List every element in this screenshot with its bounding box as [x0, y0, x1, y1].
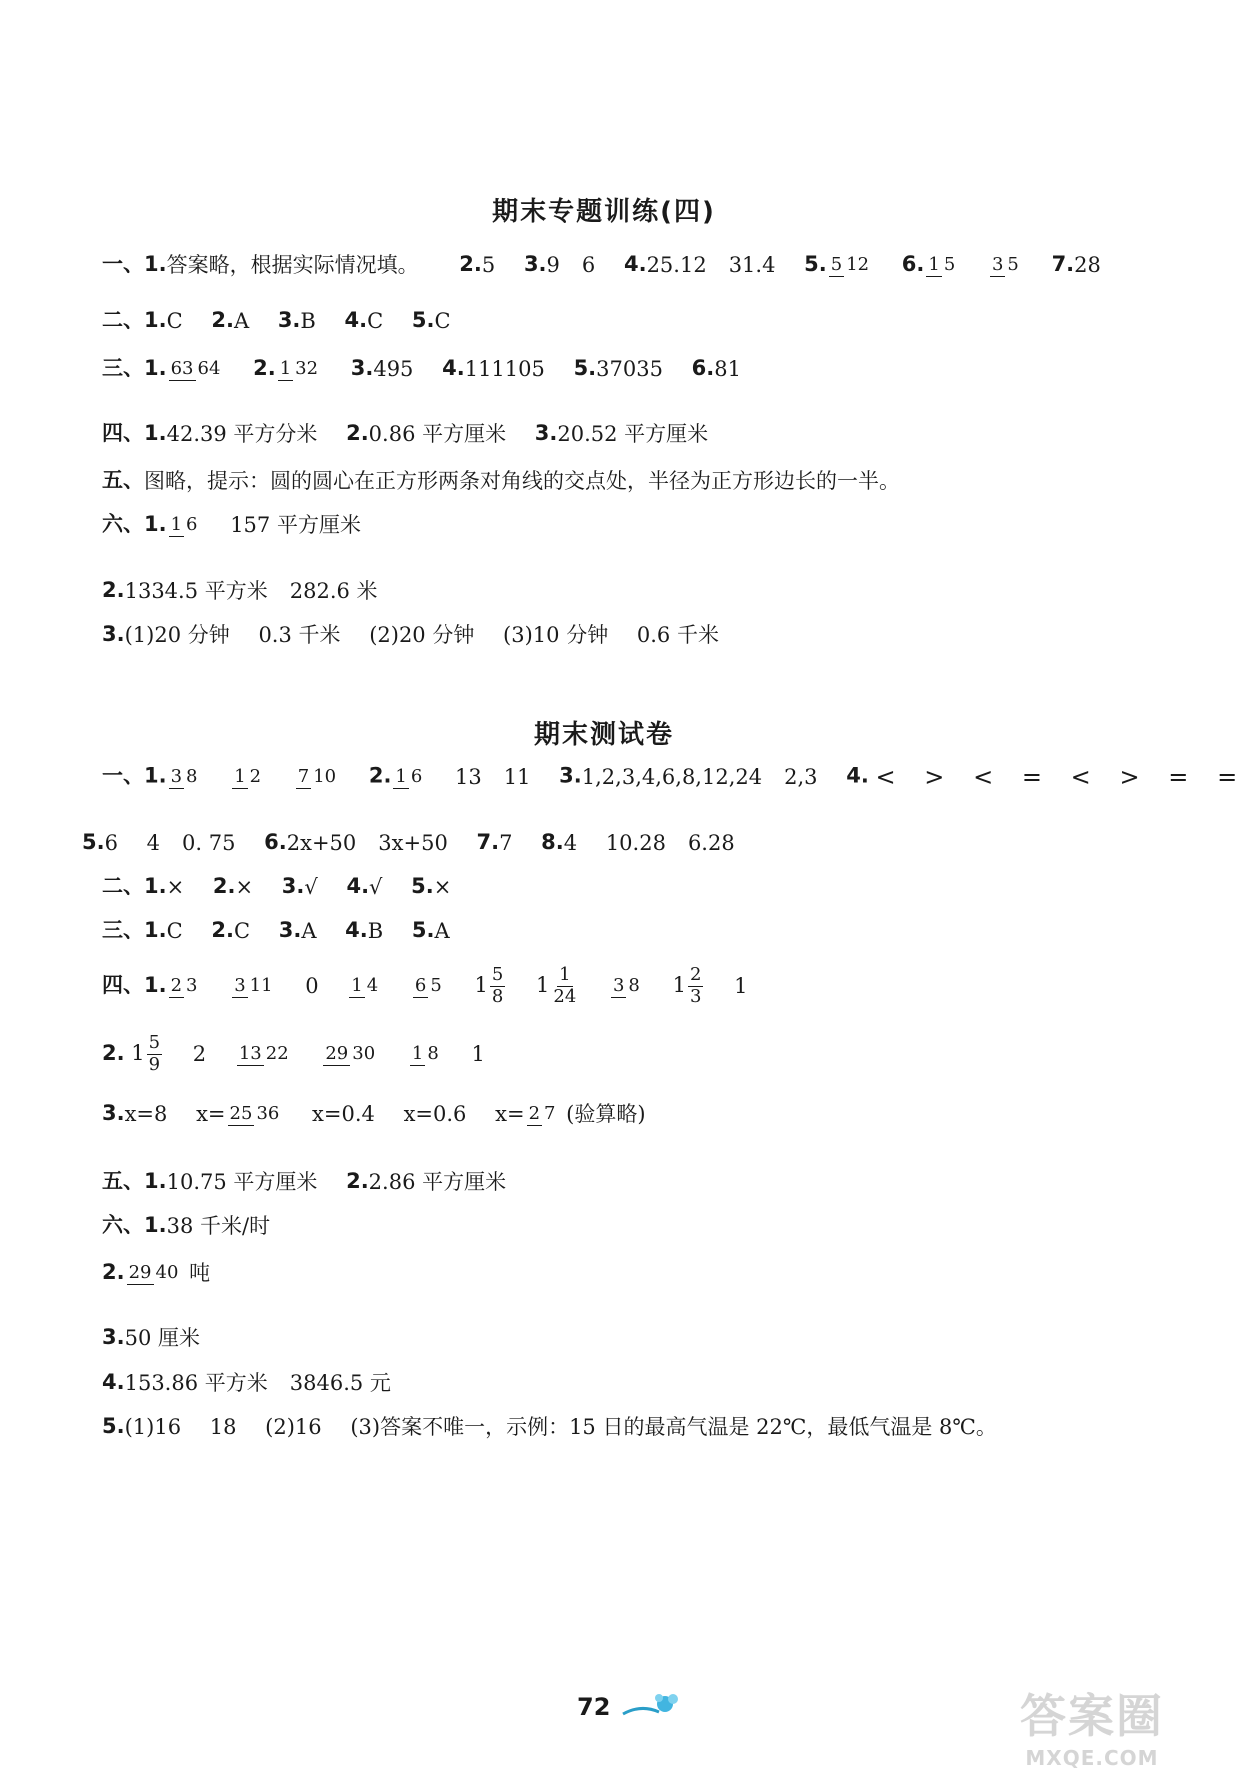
s1-q1: 一、1.答案略，根据实际情况填。 2.5 3.9 6 4.25.12 31.4 5. 5 12 6. 1 5 3 5 7.28: [102, 252, 1101, 277]
fraction: 1 32: [279, 358, 319, 380]
fraction: 25 36: [229, 1103, 280, 1125]
fraction: 1 8: [411, 1042, 439, 1064]
fraction: 6 5: [414, 974, 442, 996]
fraction: 3 5: [991, 254, 1019, 276]
s1-q6-2: 2.1334.5 平方米 282.6 米: [102, 578, 378, 603]
fraction: 1 2: [234, 765, 262, 787]
s2-q5: 五、1.10.75 平方厘米 2.2.86 平方厘米: [102, 1169, 507, 1194]
watermark-logo: 答案圈 MXQE.COM: [1020, 1689, 1164, 1770]
fraction: 3 8: [170, 765, 198, 787]
s1-q6-3: 3.(1)20 分钟 0.3 千米 (2)20 分钟 (3)10 分钟 0.6 千米: [102, 622, 719, 647]
s2-q6-5: 5.(1)16 18 (2)16 (3)答案不唯一，示例：15 日的最高气温是 22℃，最低气温是 8℃。: [102, 1414, 997, 1439]
fraction: 1 5: [928, 254, 956, 276]
section-title-1: 期末专题训练(四): [492, 197, 716, 227]
fraction: 29 40: [128, 1262, 179, 1284]
mixed-number: 1 $\frac{1}{24}$: [536, 964, 577, 1007]
fraction: 29 30: [325, 1042, 376, 1064]
s1-q2: 二、1.C 2.A 3.B 4.C 5.C: [102, 308, 451, 333]
fraction: 2 7: [528, 1103, 556, 1125]
fraction: 1 6: [170, 514, 198, 536]
s1-q6-1: 六、1. 1 6 157 平方厘米: [102, 512, 361, 537]
fraction: 13 22: [238, 1042, 289, 1064]
s2-q1: 一、1. 3 8 1 2 7 10 2. 1 6 13 11 3.1,2,3,4,6,8,12,24 2,3 4. < > < = < > = =: [102, 763, 1237, 791]
fraction: 63 64: [170, 358, 221, 380]
flower-decoration-icon: [621, 1690, 681, 1724]
page-number: 72: [577, 1693, 611, 1721]
mixed-number: 1 $\frac{2}{3}$: [672, 964, 702, 1007]
fraction: 7 10: [297, 765, 337, 787]
fraction: 3 8: [612, 974, 640, 996]
s1-q5: 五、图略，提示：圆的圆心在正方形两条对角线的交点处，半径为正方形边长的一半。: [102, 468, 900, 493]
fraction: 5 12: [830, 254, 870, 276]
s2-q1b: 5.6 4 0. 75 6.2x+50 3x+50 7.7 8.4 10.28 6.28: [82, 830, 735, 855]
s1-q3: 三、1. 63 64 2. 1 32 3.495 4.111105 5.37035 6.81: [102, 356, 741, 381]
s2-q6-4: 4.153.86 平方米 3846.5 元: [102, 1370, 391, 1395]
s2-q6-1: 六、1.38 千米/时: [102, 1213, 271, 1238]
s2-q4-3: 3.x=8 x= 25 36 x=0.4 x=0.6 x= 2 7 (验算略): [102, 1101, 646, 1126]
mixed-number: 1 $\frac{5}{9}$: [131, 1032, 161, 1075]
fraction: 2 3: [170, 974, 198, 996]
s2-q6-3: 3.50 厘米: [102, 1325, 200, 1350]
s2-q4-2: 2. 1 $\frac{5}{9}$ 2 13 22 29 30 1 8 1: [102, 1032, 485, 1075]
fraction: 3 11: [234, 974, 273, 996]
mixed-number: 1 $\frac{5}{8}$: [474, 964, 504, 1007]
section-title-2: 期末测试卷: [533, 720, 674, 750]
s2-q4-1: 四、1. 2 3 3 11 0 1 4 6 5 1 $\frac{5}{8}$ 1 $\frac{1}{24}$ 3 8 1 $\frac{2}{3}$ 1: [102, 964, 748, 1007]
s2-q6-2: 2. 29 40 吨: [102, 1260, 211, 1285]
s1-q4: 四、1.42.39 平方分米 2.0.86 平方厘米 3.20.52 平方厘米: [102, 421, 709, 446]
fraction: 1 4: [351, 974, 379, 996]
s2-q2: 二、1.× 2.× 3.√ 4.√ 5.×: [102, 874, 452, 899]
fraction: 1 6: [395, 765, 423, 787]
s2-q3: 三、1.C 2.C 3.A 4.B 5.A: [102, 918, 450, 943]
